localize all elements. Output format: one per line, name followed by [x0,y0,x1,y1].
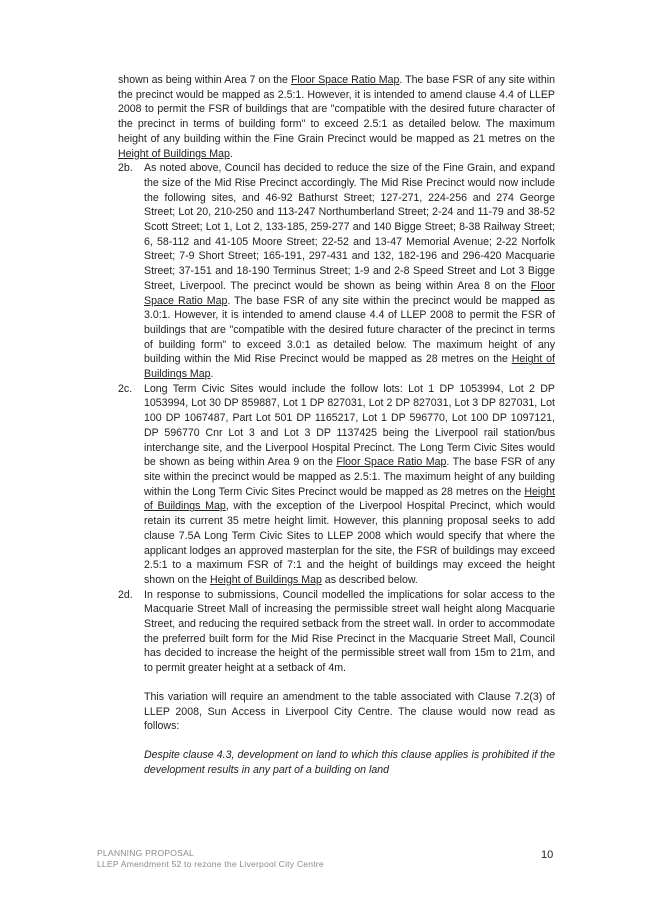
list-item [118,382,555,588]
footer-subtitle: LLEP Amendment 52 to rezone the Liverpool City Centre [97,859,324,869]
list-item [118,588,555,676]
item-number: 2b. [118,162,133,175]
spacer [118,734,555,748]
item-text: . The base FSR of any site within the precinct would be mapped as 3.0:1. However, it is intended to amend clause 4.4 of LLEP 2008 to permit the FSR of buildings that are "compatible with the desired future character of the precinct in terms of building form" to exceed 3.0:1 as detailed below. The maximum height of any building within the Mid Rise Precinct would be mapped as 28 metres on the [144,294,555,366]
item-text: As noted above, Council has decided to reduce the size of the Fine Grain, and expand the size of the Mid Rise Precinct accordingly. The Mid Rise Precinct would now include the following sites, and 46-92 Bathurst Street; 127-271, 224-256 and 274 George Street; Lot 20, 210-250 and 113-247 Northumberland Street; 2-24 and 11-79 and 38-52 Scott Street; Lot 1, Lot 2, 133-185, 259-277 and 140 Bigge Street; 8-38 Railway Street; 6, 58-112 and 41-105 Moore Street; 22-52 and 13-47 Memorial Avenue; 2-22 Norfolk Street; 7-9 Short Street; 165-191, 297-431 and 132, 182-196 and 296-420 Macquarie Street; 37-151 and 18-190 Terminus Street; 1-9 and 2-8 Speed Street and Lot 3 Bigge Street, Liverpool. The precinct would be shown as being within Area 8 on the [144,162,555,292]
intro-text-3: . [229,147,233,160]
list-item [118,161,555,382]
intro-text-2: . The base FSR of any site within the precinct would be mapped as 2.5:1. However, it is intended to amend clause 4.4 of LLEP 2008 to permit the FSR of buildings that are "compatible with the desired future character of the precinct in terms of building form" to exceed 2.5:1 as detailed below. The maximum height of any building within the Fine Grain Precinct would be mapped as 21 metres on the [118,74,555,145]
item-text: . [210,368,214,381]
body-text [118,73,555,777]
map-link[interactable]: Floor Space Ratio Map [336,456,447,469]
item-text: . The base FSR of any site within the precinct would be mapped as 2.5:1. The maximum height of any building within the Long Term Civic Sites Precinct would be mapped as 28 metres on the [144,456,555,498]
height-of-buildings-map-link[interactable]: Height of Buildings Map [118,147,230,160]
page-footer [97,848,557,870]
item-number: 2c. [118,382,133,395]
spacer [118,676,555,690]
clause-quote: Despite clause 4.3, development on land to which this clause applies is prohibited if the development results in any part of a building on land [144,748,555,776]
intro-text-1: shown as being within Area 7 on the [118,74,291,86]
map-link[interactable]: Height of Buildings Map [144,485,555,513]
item-text: In response to submissions, Council modelled the implications for solar access to the Macquarie Street Mall of increasing the permissible street wall height along Macquarie Street, and reducing the required setback from the street wall. In order to accommodate the preferred built form for the Mid Rise Precinct in the Macquarie Street Mall, Council has decided to increase the height of the permissible street wall from 15m to 21m, and to permit greater height at a setback of 4m. [144,588,555,675]
intro-paragraph [118,73,555,161]
item-text: , with the exception of the Liverpool Hospital Precinct, which would retain its current 35 metre height limit. However, this planning proposal seeks to add clause 7.5A Long Term Civic Sites to LLEP 2008 which would specify that where the applicant lodges an approved masterplan for the site, the FSR of buildings may exceed 2.5:1 to a maximum FSR of 7:1 and the height of buildings may exceed the height shown on the [144,500,555,586]
numbered-items [118,161,555,676]
item-text: Long Term Civic Sites would include the follow lots: Lot 1 DP 1053994, Lot 2 DP 1053994, Lot 30 DP 859887, Lot 1 DP 827031, Lot 2 DP 827031, Lot 3 DP 827031, Lot 100 DP 1067487, Part Lot 501 DP 1165217, Lot 1 DP 596770, Lot 100 DP 1097121, DP 596770 Cnr Lot 3 and Lot 3 DP 1137425 being the Liverpool rail station/bus interchange site, and the Liverpool Hospital Precinct. The Long Term Civic Sites would be shown as being within Area 9 on the [144,382,555,469]
item-number: 2d. [118,588,133,601]
map-link[interactable]: Height of Buildings Map [209,573,322,586]
map-link[interactable]: Floor Space Ratio Map [144,279,555,307]
variation-paragraph: This variation will require an amendment to the table associated with Clause 7.2(3) of LLEP 2008, Sun Access in Liverpool City Centre. The clause would now read as follows: [144,690,555,733]
item-text: as described below. [321,573,418,586]
map-link[interactable]: Height of Buildings Map [144,353,555,381]
floor-space-ratio-map-link[interactable]: Floor Space Ratio Map [290,74,400,86]
page-number: 10 [541,849,554,861]
footer-title: PLANNING PROPOSAL [97,848,195,858]
